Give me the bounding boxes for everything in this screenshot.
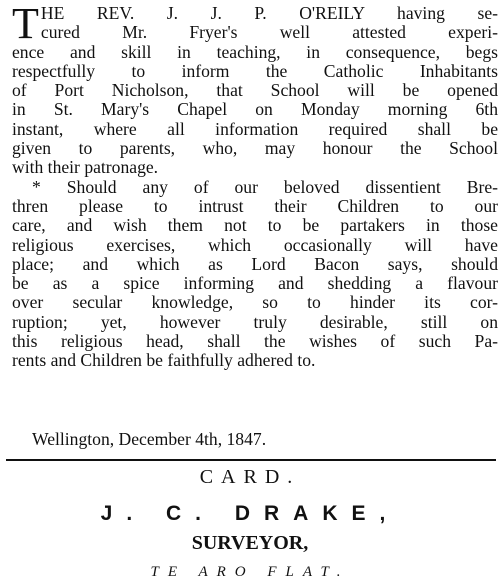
notice-line: instant, where all information required shall be [12,118,498,139]
notice-line: thren please to intrust their Children to our [12,195,498,216]
notice-line: be as a spice informing and shedding a flavour [12,273,498,294]
card-name: J. C. DRAKE, [100,502,400,525]
notice-line: in St. Mary's Chapel on Monday morning 6th [12,99,498,120]
notice-line: * Should any of our beloved dissentient Bre- [32,176,498,197]
notice-line: this religious head, shall the wishes of such Pa- [12,331,498,352]
card-place: TE ARO FLAT. [150,564,350,580]
notice-date: Wellington, December 4th, 1847. [32,429,267,449]
notice-line: of Port Nicholson, that School will be opened [12,80,498,101]
notice-line: religious exercises, which occasionally will have [12,234,498,255]
notice-line: HE REV. J. J. P. O'REILY having se- [40,3,498,23]
card-role: SURVEYOR, [191,532,309,554]
drop-cap: T [12,0,39,48]
notice-line: over secular knowledge, so to hinder its cor- [12,292,498,313]
card-title: CARD. [199,466,301,488]
notice-line: care, and wish them not to be partakers in those [12,215,498,236]
notice-first-paragraph [12,0,498,178]
notice-line: place; and which as Lord Bacon says, should [12,253,498,274]
notice-line: rents and Children be faithfully adhered to. [12,350,316,371]
section-divider [6,459,496,461]
notice-line: ruption; yet, however truly desirable, still on [12,311,498,332]
notice-line: respectfully to inform the Catholic Inhabitants [12,60,498,81]
notice-second-paragraph [12,178,498,371]
notice-line: given to parents, who, may honour the School [12,138,498,159]
notice-line: with their patronage. [12,157,159,178]
school-notice [12,0,498,371]
notice-line: ence and skill in teaching, in consequence, begs [12,41,498,62]
notice-line: cured Mr. Fryer's well attested experi- [40,22,498,43]
